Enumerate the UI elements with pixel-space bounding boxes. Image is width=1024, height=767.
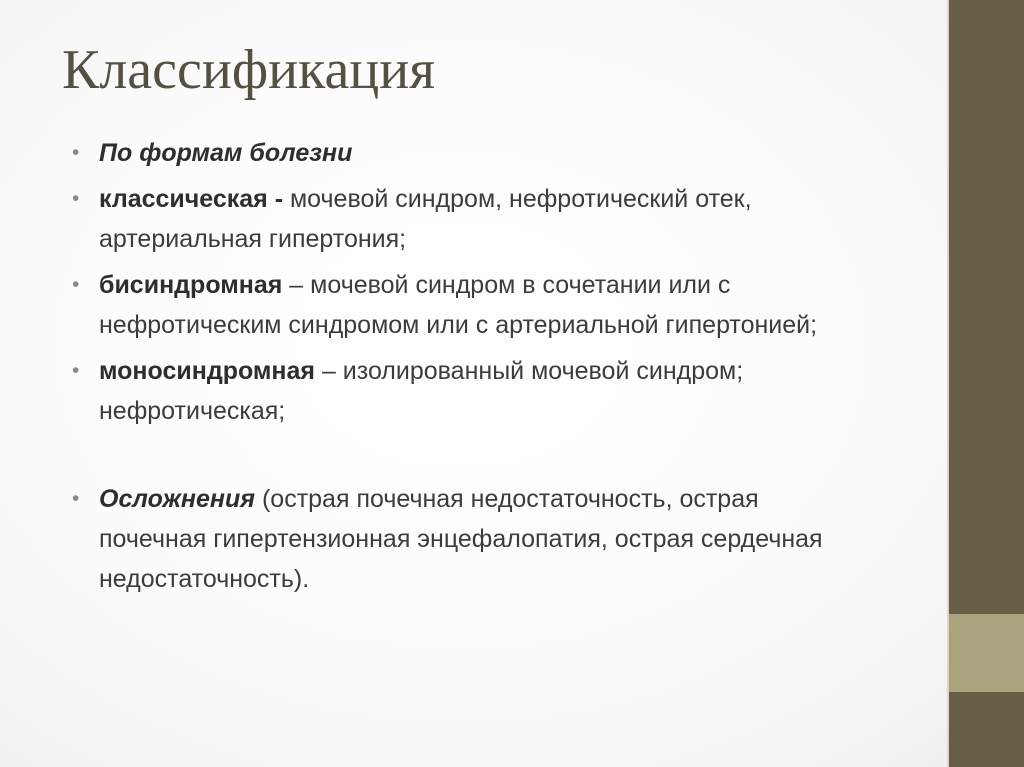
item-text-bisyndrome: – мочевой синдром в сочетании или с нефротическим синдромом или с артериальной гипертонией; — [99, 271, 818, 339]
item-text-complications: (острая почечная недостаточность, острая почечная гипертензионная энцефалопатия, острая сердечная недостаточность). — [99, 485, 823, 593]
item-text-monosyndrome: – изолированный мочевой синдром; нефротическая; — [99, 357, 744, 425]
bullet-icon: • — [72, 487, 80, 510]
item-text-classic: мочевой синдром, нефротический отек, артериальная гипертония; — [99, 185, 752, 253]
item-lead-monosyndrome: моносиндромная — [99, 357, 316, 385]
bullet-icon: • — [72, 359, 80, 382]
item-lead-bisyndrome: бисиндромная — [99, 271, 283, 299]
bullet-item-monosyndrome — [72, 351, 872, 431]
sidebar-accent-block — [949, 614, 1024, 692]
bullet-item-bisyndrome — [72, 265, 872, 345]
item-lead-complications: Осложнения — [99, 485, 256, 513]
bullet-icon: • — [72, 141, 80, 164]
slide-title: Классификация — [62, 39, 435, 101]
item-lead-classic: классическая - — [99, 185, 284, 213]
bullet-item-forms — [72, 133, 872, 173]
bullet-icon: • — [72, 273, 80, 296]
bullet-item-classic — [72, 179, 872, 259]
bullet-icon: • — [72, 187, 80, 210]
item-lead-forms: По формам болезни — [99, 139, 353, 167]
bullet-item-complications — [72, 479, 872, 599]
bullet-list — [72, 133, 872, 599]
